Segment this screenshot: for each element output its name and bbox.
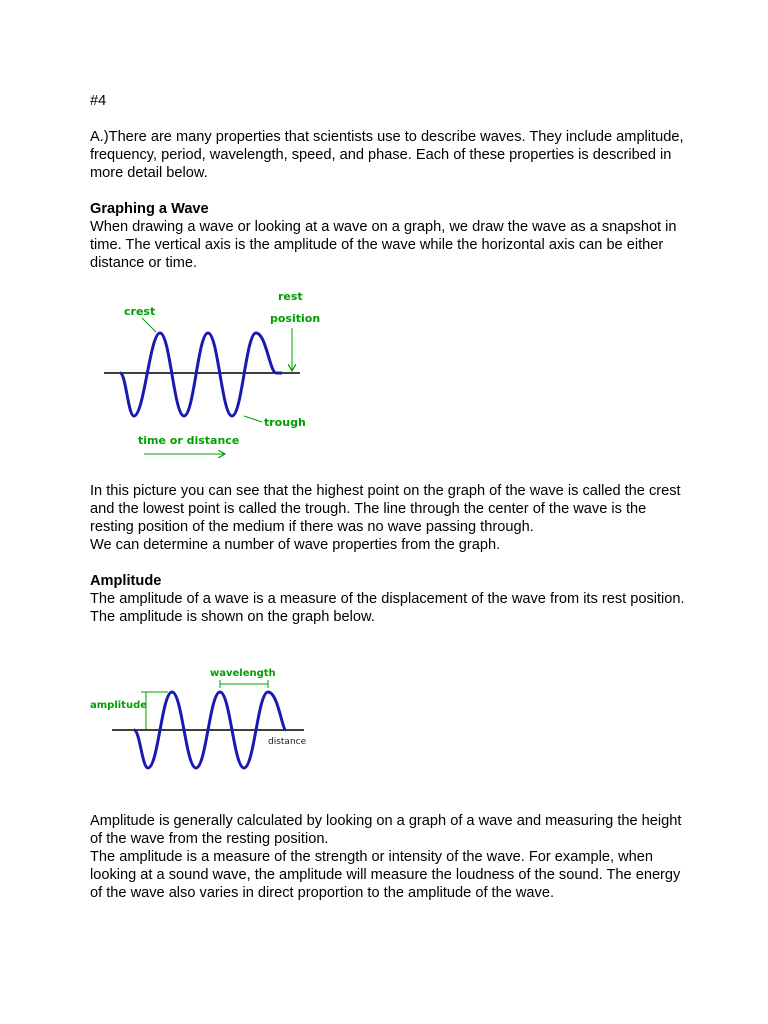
properties-paragraph: We can determine a number of wave properties from the graph. [90,537,501,553]
document-page [90,92,690,902]
crest-trough-paragraph: In this picture you can see that the highest point on the graph of the wave is called the crest and the lowest point is called the trough. The line through the center of the wave is the resting position of the medium if there was no wave passing through. [90,483,681,535]
wave-curve [120,333,282,416]
wave-diagram-amplitude-wavelength [86,662,326,792]
wave-diagram-crest-trough [86,290,346,470]
graphing-paragraph: When drawing a wave or looking at a wave on a graph, we draw the wave as a snapshot in time. The vertical axis is the amplitude of the wave while the horizontal axis can be either distance or time. [90,219,677,271]
trough-pointer [244,416,262,422]
rest-label-line1: rest [278,290,303,303]
rest-label-line2: position [270,312,321,325]
amplitude-paragraph: The amplitude of a wave is a measure of the displacement of the wave from its rest position. The amplitude is shown on the graph below. [90,591,685,625]
crest-label: crest [124,305,156,318]
graphing-heading: Graphing a Wave [90,201,209,217]
crest-pointer [142,318,156,332]
trough-label: trough [264,416,306,429]
amplitude-diagram-svg [86,662,326,792]
time-or-distance-label: time or distance [138,434,240,447]
question-number: #4 [90,93,107,109]
amplitude-label: amplitude [90,700,148,711]
wave-diagram-svg [86,290,346,470]
intro-paragraph: A.)There are many properties that scientists use to describe waves. They include amplitude, frequency, period, wavelength, speed, and phase. Each of these properties is described in more detail below. [90,129,684,181]
amplitude-heading: Amplitude [90,573,162,589]
amplitude-calc-paragraph: Amplitude is generally calculated by looking on a graph of a wave and measuring the height of the wave from the resting position. [90,813,682,847]
amplitude-intensity-paragraph: The amplitude is a measure of the strength or intensity of the wave. For example, when looking at a sound wave, the amplitude will measure the loudness of the sound. The energy of the wave also varies in direct proportion to the amplitude of the wave. [90,849,681,901]
distance-label: distance [268,737,307,747]
wavelength-label: wavelength [210,668,276,679]
